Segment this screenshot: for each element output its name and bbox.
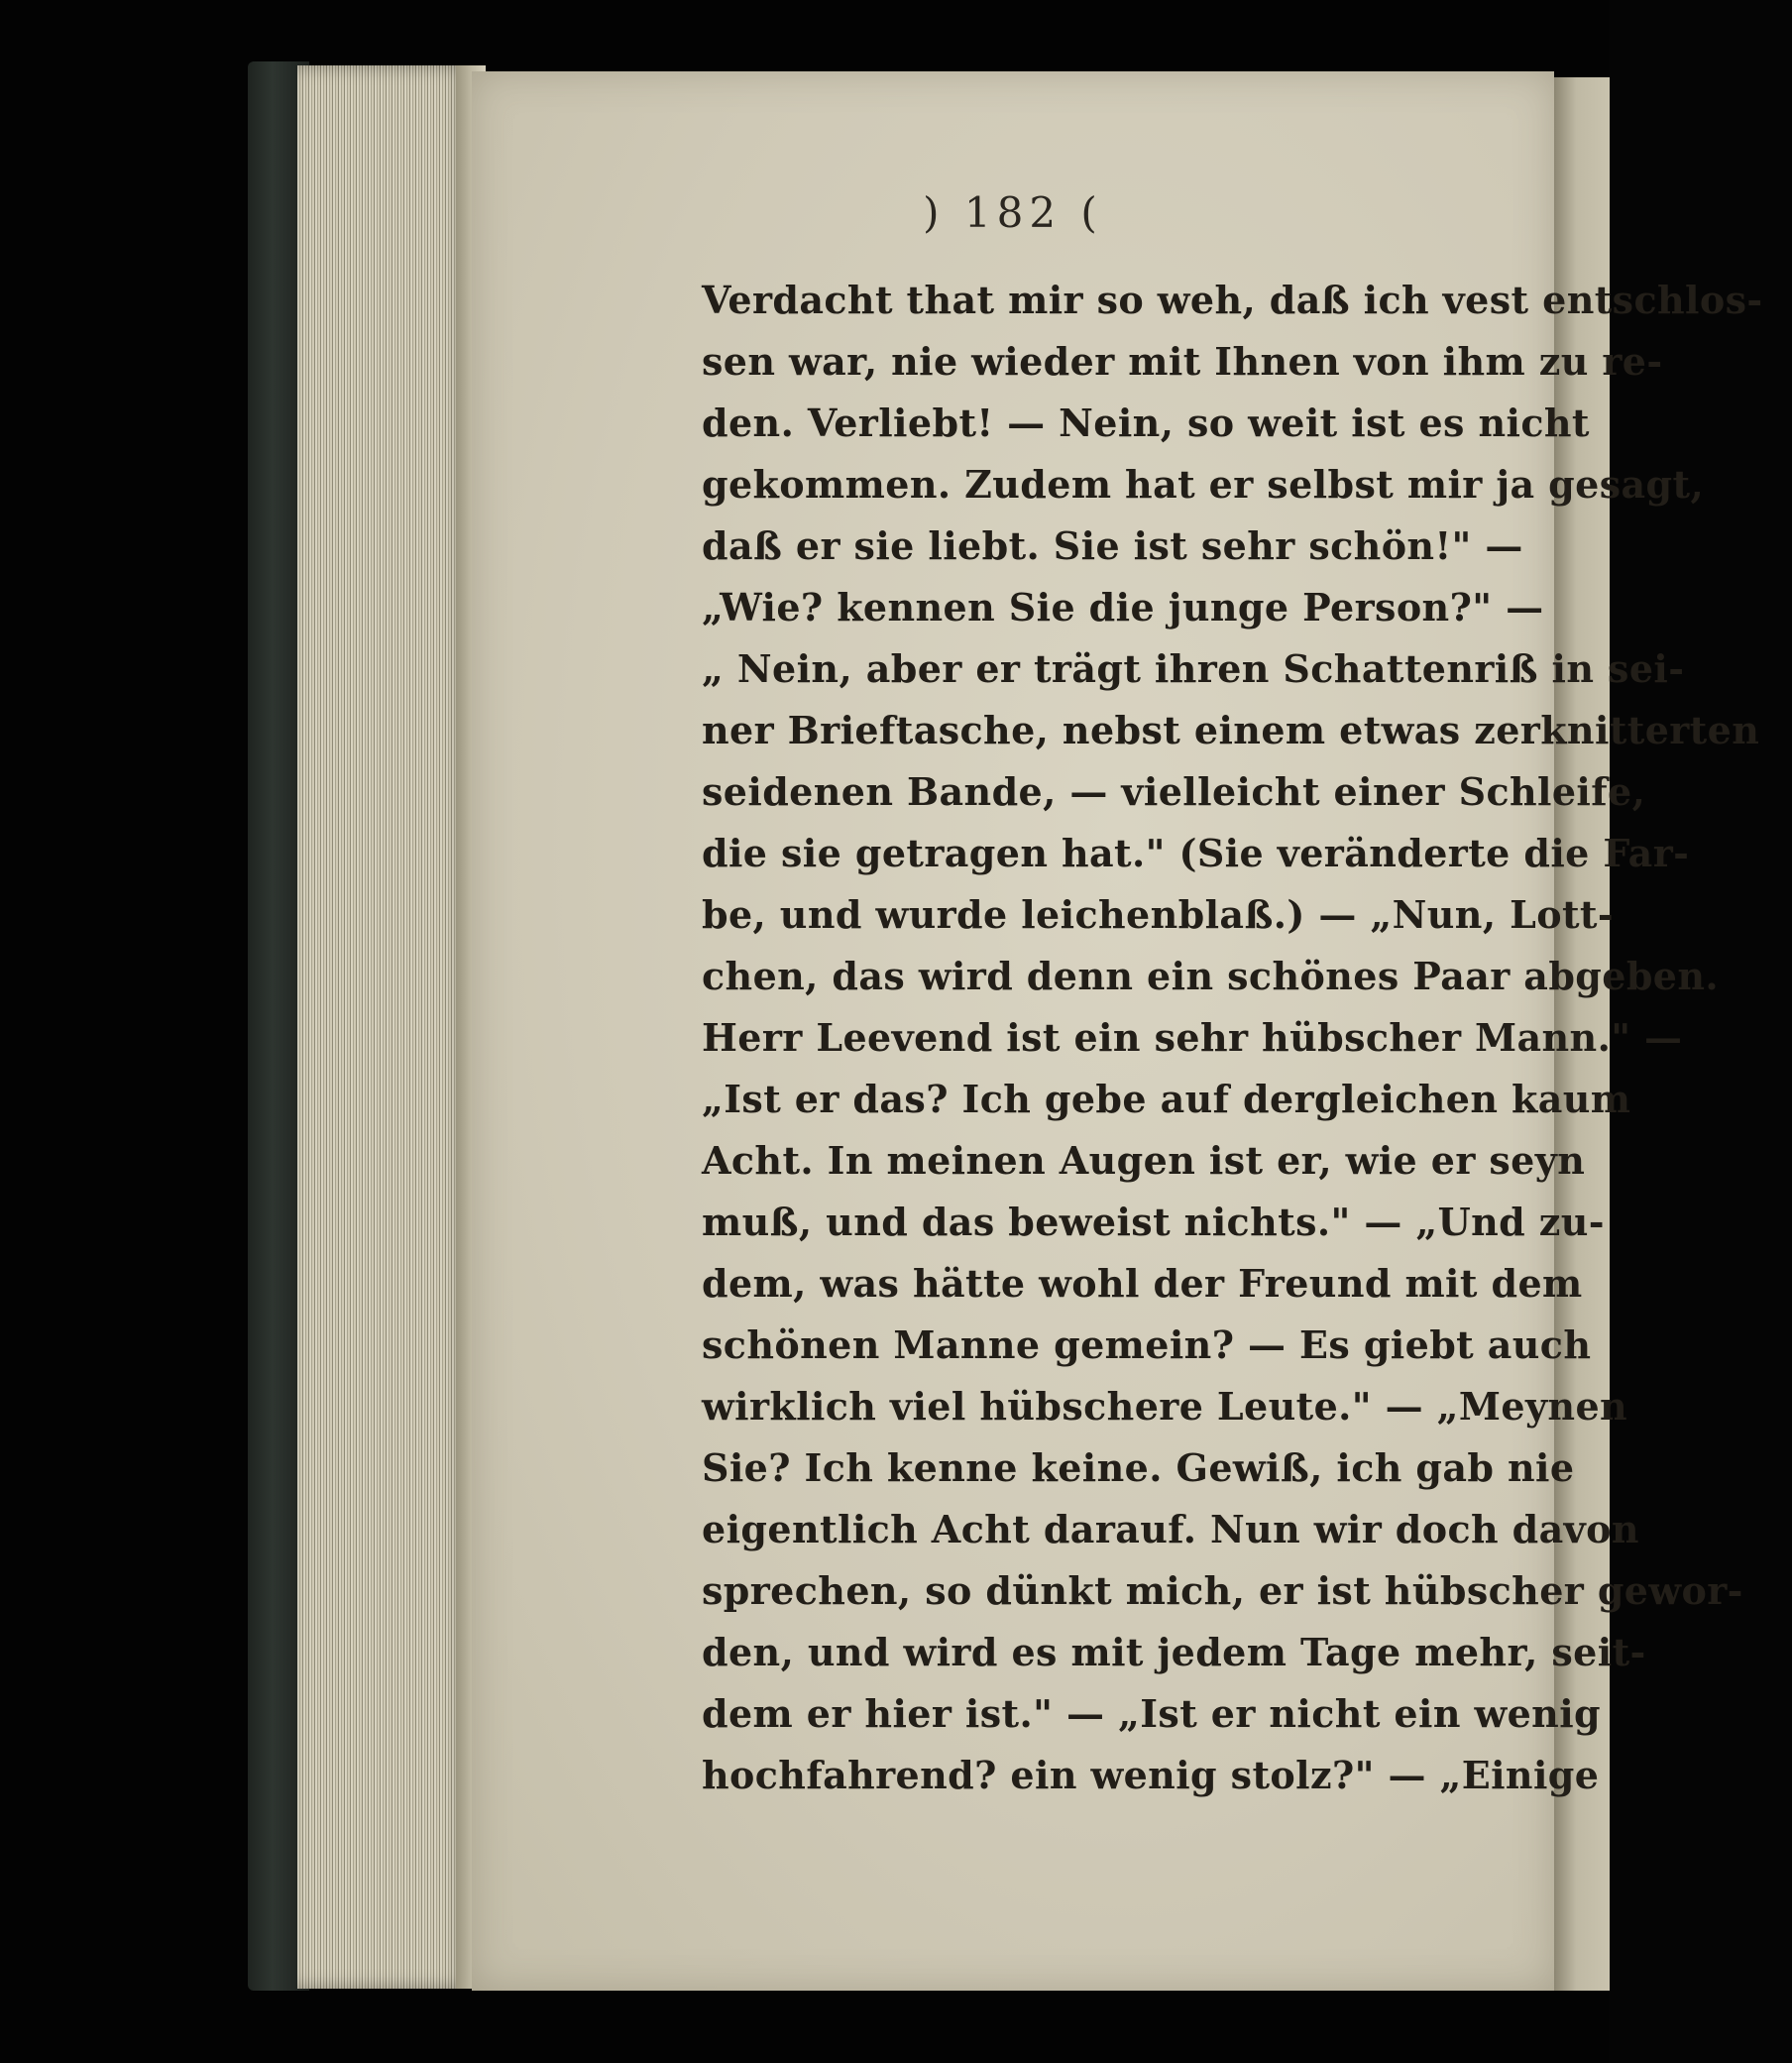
text-line: eigentlich Acht darauf. Nun wir doch davon xyxy=(702,1507,1639,1551)
text-line: schönen Manne gemein? — Es giebt auch xyxy=(702,1322,1592,1367)
text-line: „ Nein, aber er trägt ihren Schattenriß in sei- xyxy=(702,646,1685,691)
text-line: „Ist er das? Ich gebe auf dergleichen kaum xyxy=(702,1077,1631,1121)
text-line: wirklich viel hübschere Leute." — „Meynen xyxy=(702,1384,1628,1429)
text-line: Sie? Ich kenne keine. Gewiß, ich gab nie xyxy=(702,1445,1575,1490)
text-line: den, und wird es mit jedem Tage mehr, seit- xyxy=(702,1630,1646,1674)
text-line: ner Brieftasche, nebst einem etwas zerknitterten xyxy=(702,708,1760,752)
text-line: muß, und das beweist nichts." — „Und zu- xyxy=(702,1200,1605,1244)
page-number-header: ) 182 ( xyxy=(923,188,1103,237)
text-line: dem, was hätte wohl der Freund mit dem xyxy=(702,1261,1583,1306)
page-text xyxy=(702,270,1792,1806)
text-line: chen, das wird denn ein schönes Paar abgeben. xyxy=(702,954,1720,998)
text-line: den. Verliebt! — Nein, so weit ist es nicht xyxy=(702,401,1590,445)
book-page xyxy=(472,71,1763,1991)
text-line: sen war, nie wieder mit Ihnen von ihm zu re- xyxy=(702,339,1663,384)
text-line: die sie getragen hat." (Sie veränderte die Far- xyxy=(702,831,1690,875)
text-line: „Wie? kennen Sie die junge Person?" — xyxy=(702,585,1544,630)
text-line: sprechen, so dünkt mich, er ist hübscher gewor- xyxy=(702,1568,1743,1613)
text-line: Herr Leevend ist ein sehr hübscher Mann." — xyxy=(702,1015,1683,1060)
text-line: Acht. In meinen Augen ist er, wie er seyn xyxy=(702,1138,1586,1183)
text-line: hochfahrend? ein wenig stolz?" — „Einige xyxy=(702,1753,1600,1797)
text-line: dem er hier ist." — „Ist er nicht ein wenig xyxy=(702,1691,1602,1736)
text-line: gekommen. Zudem hat er selbst mir ja gesagt, xyxy=(702,462,1705,507)
page-edges xyxy=(297,65,471,1989)
text-line: seidenen Bande, — vielleicht einer Schleife, xyxy=(702,769,1646,814)
text-line: Verdacht that mir so weh, daß ich vest entschlos- xyxy=(702,278,1763,322)
text-line: be, und wurde leichenblaß.) — „Nun, Lott- xyxy=(702,892,1615,937)
text-line: daß er sie liebt. Sie ist sehr schön!" — xyxy=(702,523,1523,568)
